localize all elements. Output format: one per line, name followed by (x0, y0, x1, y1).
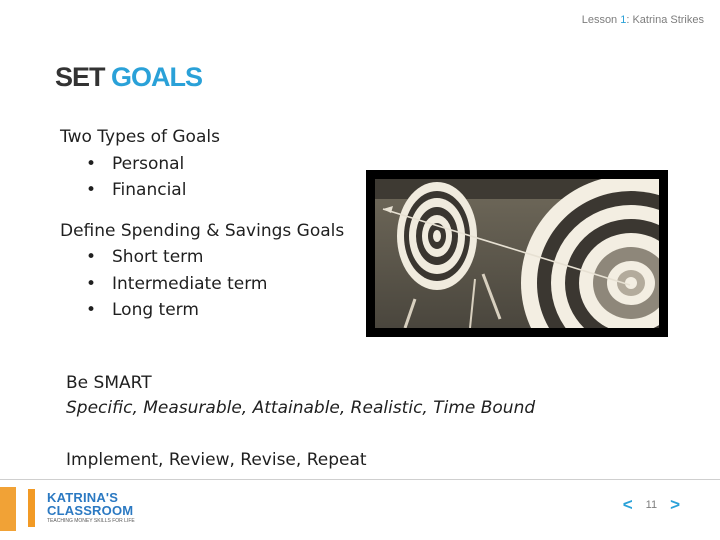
logo-tagline: TEACHING MONEY SKILLS FOR LIFE (47, 518, 135, 524)
lesson-prefix: Lesson (581, 14, 621, 26)
title-accent: GOALS (111, 62, 203, 92)
goal-types-heading: Two Types of Goals (60, 127, 220, 147)
lesson-title: : Katrina Strikes (626, 14, 704, 26)
footer-divider (0, 479, 720, 480)
list-item: • Personal (60, 151, 370, 178)
list-item: • Long term (60, 297, 370, 324)
list-item: • Intermediate term (60, 271, 370, 298)
slide-content (60, 124, 370, 338)
define-goals-heading: Define Spending & Savings Goals (60, 220, 345, 241)
prev-slide-button[interactable]: < (622, 495, 633, 514)
logo-line1: KATRINA'S (47, 490, 119, 505)
smart-heading: Be SMART (66, 373, 152, 393)
lesson-number: 1 (620, 14, 627, 26)
archery-targets-image (366, 170, 668, 337)
title-primary: SET (55, 62, 105, 92)
define-goals-section (60, 218, 370, 324)
slide-pager (623, 496, 680, 514)
logo-line2: CLASSROOM (47, 503, 134, 518)
smart-section (66, 371, 535, 421)
smart-detail: Specific, Measurable, Attainable, Realistic, Time Bound (66, 398, 536, 418)
lesson-header (582, 14, 704, 26)
brand-accent-bar (0, 487, 16, 531)
katrinas-classroom-logo (28, 489, 158, 529)
list-item: • Short term (60, 244, 370, 271)
page-number: 11 (645, 499, 658, 511)
next-slide-button[interactable]: > (670, 495, 680, 514)
archery-targets-illustration (375, 179, 659, 328)
implement-text: Implement, Review, Revise, Repeat (66, 450, 367, 470)
define-goals-list (60, 244, 370, 324)
logo-accent-bar (28, 489, 35, 527)
slide-title (55, 62, 202, 93)
goal-types-section (60, 124, 370, 204)
goal-types-list (60, 151, 370, 204)
list-item: • Financial (60, 177, 370, 204)
